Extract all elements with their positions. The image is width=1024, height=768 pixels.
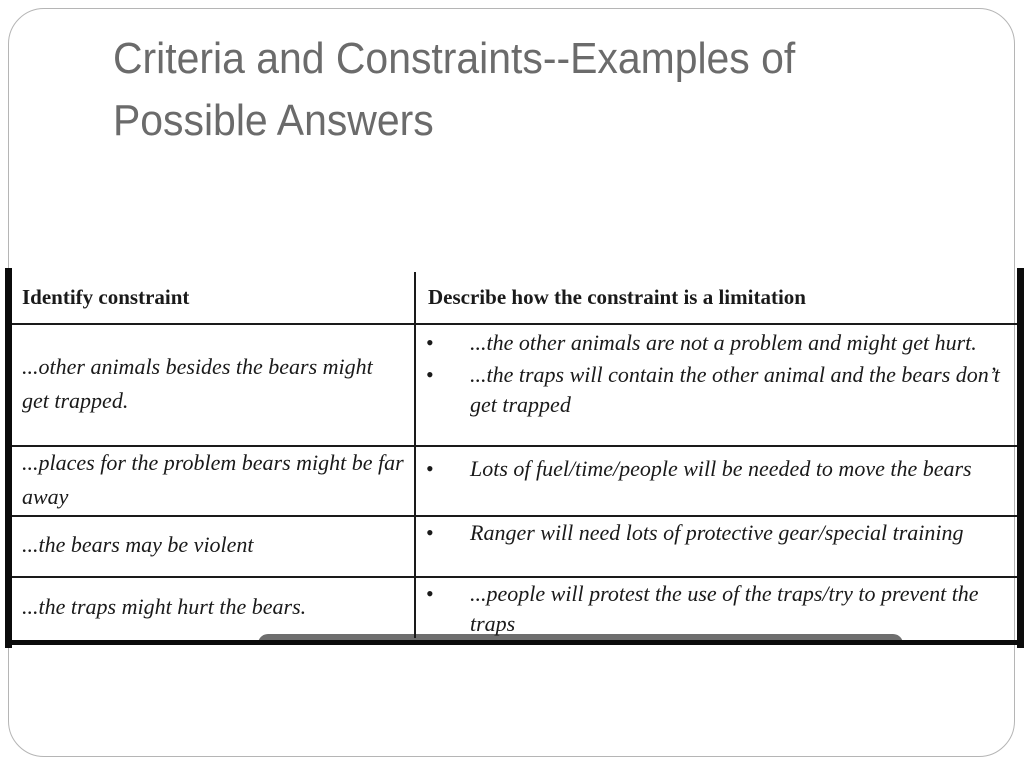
row-divider — [12, 515, 1017, 517]
table-left-edge — [5, 268, 12, 648]
limitation-text: ...the other animals are not a problem and might get hurt. — [470, 330, 977, 355]
limitation-text: ...people will protest the use of the traps/try to prevent the traps — [470, 581, 979, 636]
header-describe-limitation: Describe how the constraint is a limitation — [428, 285, 806, 309]
constraint-cell: ...the traps might hurt the bears. — [22, 594, 307, 619]
constraint-cell: ...the bears may be violent — [22, 532, 254, 557]
header-identify-constraint: Identify constraint — [22, 285, 190, 309]
bullet-icon: • — [426, 581, 434, 606]
limitation-text: Lots of fuel/time/people will be needed to move the bears — [470, 456, 972, 481]
header-divider — [12, 323, 1017, 325]
table-right-edge — [1017, 268, 1024, 648]
bullet-icon: • — [426, 456, 434, 481]
limitation-list — [426, 328, 1011, 420]
bullet-icon: • — [426, 362, 434, 387]
table-grid — [12, 268, 1017, 634]
constraints-table — [0, 268, 1024, 650]
limitation-item — [426, 454, 1011, 484]
constraint-cell: ...other animals besides the bears might get trapped. — [22, 354, 373, 413]
table-bottom-edge — [5, 640, 1024, 645]
bullet-icon: • — [426, 330, 434, 355]
column-divider — [414, 272, 416, 638]
limitation-text: Ranger will need lots of protective gear/special training — [470, 520, 964, 545]
row-divider — [12, 576, 1017, 578]
limitation-list — [426, 518, 1011, 548]
limitation-list — [426, 579, 1011, 639]
limitation-item — [426, 328, 1011, 358]
limitation-item — [426, 579, 1011, 639]
constraint-cell: ...places for the problem bears might be far away — [22, 450, 404, 509]
limitation-text: ...the traps will contain the other animal and the bears don’t get trapped — [470, 362, 1000, 417]
limitation-item — [426, 518, 1011, 548]
limitation-item — [426, 360, 1011, 420]
slide-title: Criteria and Constraints--Examples of Possible Answers — [113, 34, 796, 145]
limitation-list — [426, 454, 1011, 484]
bullet-icon: • — [426, 520, 434, 545]
